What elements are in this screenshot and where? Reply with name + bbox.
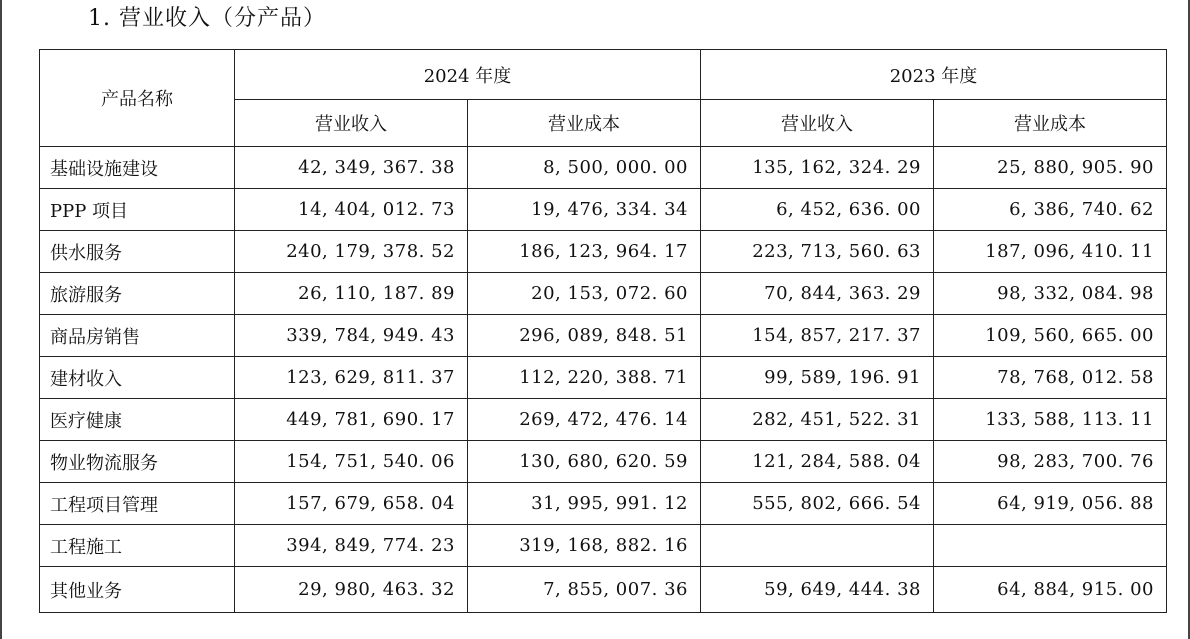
- cell-revenue-2023: 223, 713, 560. 63: [701, 231, 934, 273]
- table-row: [40, 567, 1167, 613]
- cell-cost-2024: 7, 855, 007. 36: [468, 567, 701, 613]
- table-row: [40, 483, 1167, 525]
- cell-revenue-2024: 449, 781, 690. 17: [235, 399, 468, 441]
- table-row: [40, 441, 1167, 483]
- cell-revenue-2024: 339, 784, 949. 43: [235, 315, 468, 357]
- cell-revenue-2023: 282, 451, 522. 31: [701, 399, 934, 441]
- header-cost-2024: 营业成本: [468, 100, 701, 147]
- cell-cost-2023: 64, 919, 056. 88: [934, 483, 1167, 525]
- cell-cost-2024: 296, 089, 848. 51: [468, 315, 701, 357]
- table-row: [40, 525, 1167, 567]
- header-year-2023: 2023 年度: [701, 50, 1167, 100]
- cell-cost-2023: 98, 283, 700. 76: [934, 441, 1167, 483]
- cell-cost-2023: 25, 880, 905. 90: [934, 147, 1167, 189]
- cell-cost-2023: 187, 096, 410. 11: [934, 231, 1167, 273]
- row-product-name: 工程施工: [40, 525, 235, 567]
- table-row: [40, 273, 1167, 315]
- cell-revenue-2024: 26, 110, 187. 89: [235, 273, 468, 315]
- cell-revenue-2023: 135, 162, 324. 29: [701, 147, 934, 189]
- cell-revenue-2024: 14, 404, 012. 73: [235, 189, 468, 231]
- row-product-name: 基础设施建设: [40, 147, 235, 189]
- cell-revenue-2024: 123, 629, 811. 37: [235, 357, 468, 399]
- revenue-by-product-table: [39, 49, 1167, 613]
- cell-cost-2023: [934, 525, 1167, 567]
- cell-cost-2024: 112, 220, 388. 71: [468, 357, 701, 399]
- table-row: [40, 189, 1167, 231]
- table-row: [40, 315, 1167, 357]
- table-row: [40, 357, 1167, 399]
- header-revenue-2024: 营业收入: [235, 100, 468, 147]
- cell-cost-2024: 186, 123, 964. 17: [468, 231, 701, 273]
- row-product-name: 建材收入: [40, 357, 235, 399]
- row-product-name: 商品房销售: [40, 315, 235, 357]
- header-year-2024: 2024 年度: [235, 50, 701, 100]
- cell-cost-2023: 133, 588, 113. 11: [934, 399, 1167, 441]
- table-row: [40, 399, 1167, 441]
- cell-revenue-2024: 240, 179, 378. 52: [235, 231, 468, 273]
- section-title: 1. 营业收入（分产品）: [88, 6, 326, 31]
- cell-cost-2023: 64, 884, 915. 00: [934, 567, 1167, 613]
- table-row: [40, 231, 1167, 273]
- cell-cost-2024: 269, 472, 476. 14: [468, 399, 701, 441]
- header-cost-2023: 营业成本: [934, 100, 1167, 147]
- cell-cost-2024: 20, 153, 072. 60: [468, 273, 701, 315]
- row-product-name: 物业物流服务: [40, 441, 235, 483]
- cell-cost-2023: 109, 560, 665. 00: [934, 315, 1167, 357]
- cell-cost-2023: 78, 768, 012. 58: [934, 357, 1167, 399]
- cell-revenue-2023: 99, 589, 196. 91: [701, 357, 934, 399]
- cell-cost-2024: 319, 168, 882. 16: [468, 525, 701, 567]
- row-product-name: 其他业务: [40, 567, 235, 613]
- cell-cost-2023: 98, 332, 084. 98: [934, 273, 1167, 315]
- row-product-name: 供水服务: [40, 231, 235, 273]
- header-revenue-2023: 营业收入: [701, 100, 934, 147]
- row-product-name: 旅游服务: [40, 273, 235, 315]
- cell-revenue-2023: 6, 452, 636. 00: [701, 189, 934, 231]
- cell-revenue-2023: 154, 857, 217. 37: [701, 315, 934, 357]
- cell-revenue-2024: 29, 980, 463. 32: [235, 567, 468, 613]
- cell-revenue-2024: 42, 349, 367. 38: [235, 147, 468, 189]
- table-row: [40, 147, 1167, 189]
- cell-revenue-2023: 59, 649, 444. 38: [701, 567, 934, 613]
- cell-revenue-2023: [701, 525, 934, 567]
- header-product-name: 产品名称: [40, 50, 235, 147]
- row-product-name: PPP 项目: [40, 189, 235, 231]
- cell-revenue-2024: 394, 849, 774. 23: [235, 525, 468, 567]
- cell-cost-2024: 31, 995, 991. 12: [468, 483, 701, 525]
- cell-revenue-2024: 154, 751, 540. 06: [235, 441, 468, 483]
- row-product-name: 工程项目管理: [40, 483, 235, 525]
- cell-cost-2024: 8, 500, 000. 00: [468, 147, 701, 189]
- row-product-name: 医疗健康: [40, 399, 235, 441]
- cell-revenue-2023: 121, 284, 588. 04: [701, 441, 934, 483]
- cell-cost-2023: 6, 386, 740. 62: [934, 189, 1167, 231]
- cell-revenue-2023: 70, 844, 363. 29: [701, 273, 934, 315]
- cell-revenue-2023: 555, 802, 666. 54: [701, 483, 934, 525]
- cell-cost-2024: 130, 680, 620. 59: [468, 441, 701, 483]
- cell-revenue-2024: 157, 679, 658. 04: [235, 483, 468, 525]
- cell-cost-2024: 19, 476, 334. 34: [468, 189, 701, 231]
